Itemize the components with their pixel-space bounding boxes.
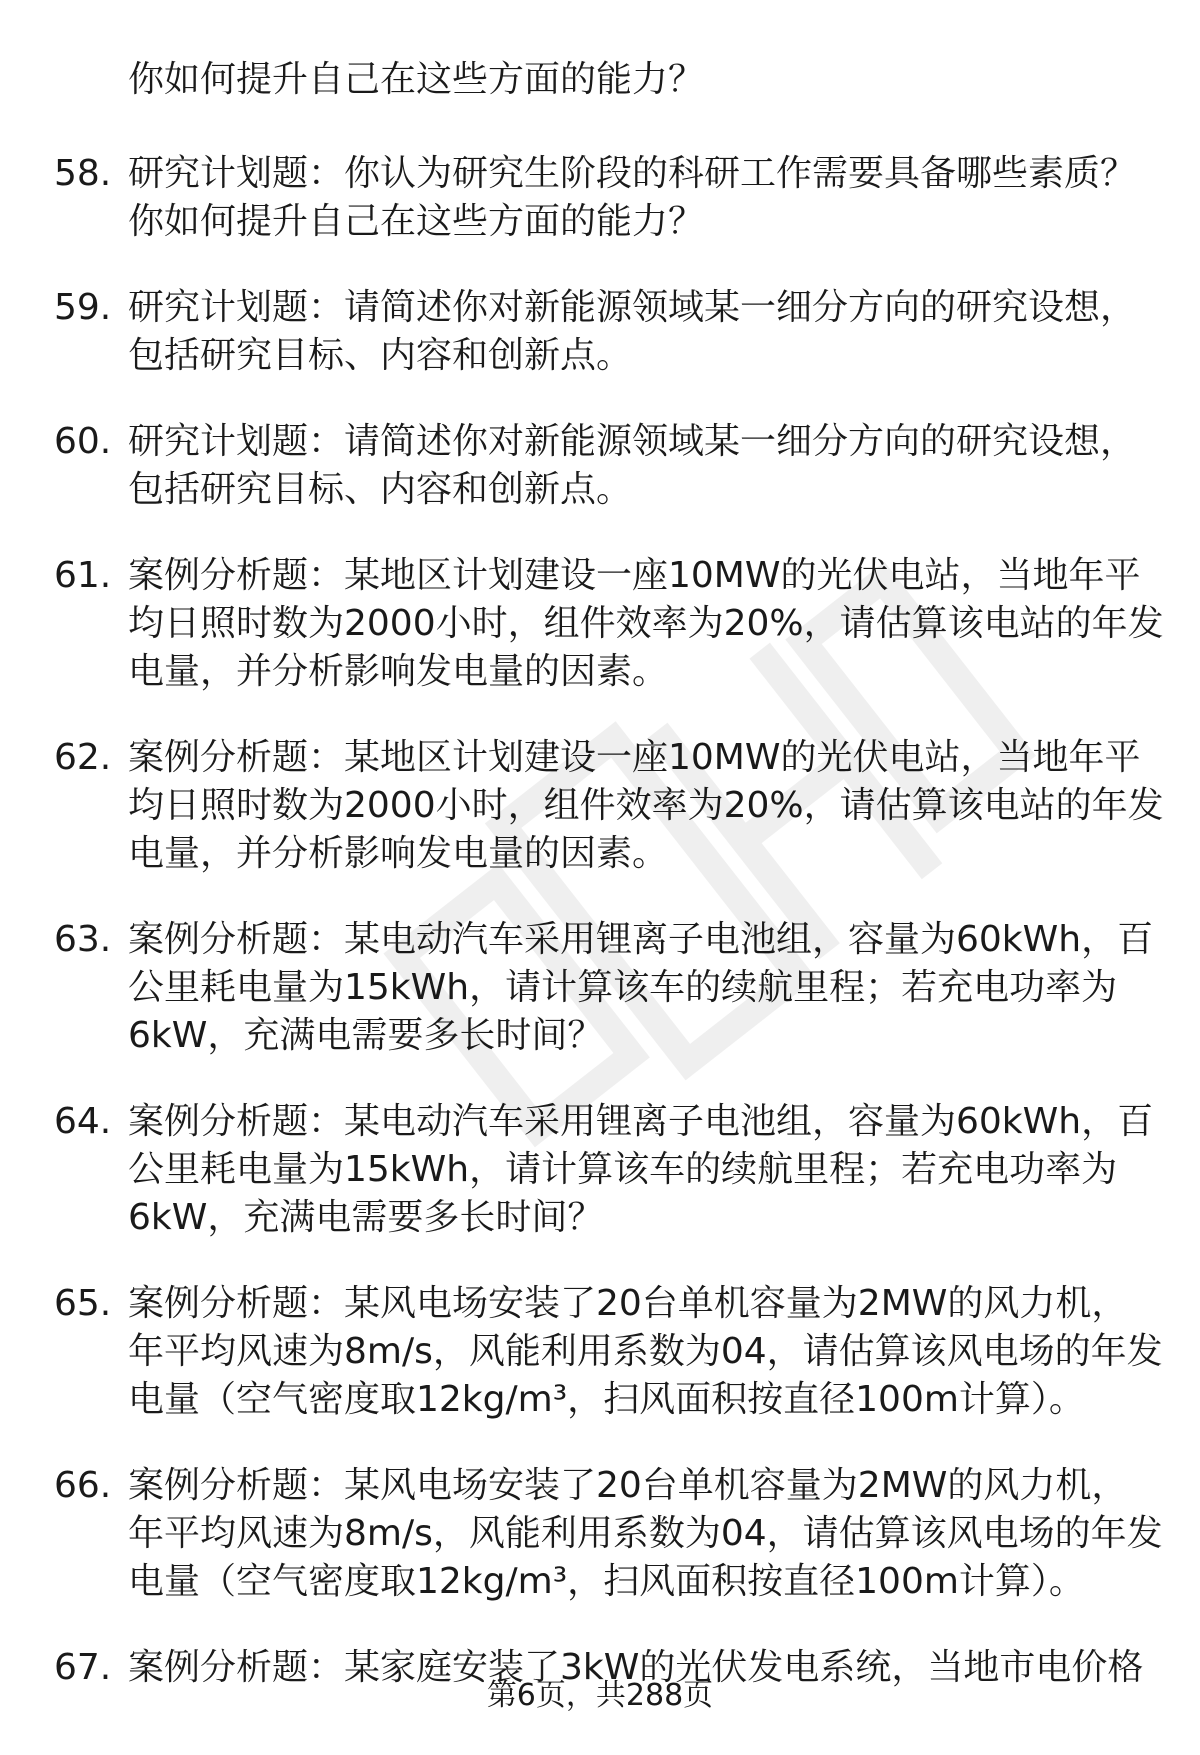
question-text-line: 案例分析题：某电动汽车采用锂离子电池组，容量为60kWh，百: [128, 1101, 1154, 1142]
page-footer: 第6页，共288页: [486, 1678, 714, 1713]
question-text-line: 案例分析题：某家庭安装了3kW的光伏发电系统，当地市电价格: [128, 1647, 1144, 1688]
question-text-line: 研究计划题：你认为研究生阶段的科研工作需要具备哪些素质？: [128, 153, 1137, 194]
question-text-line: 均日照时数为2000小时，组件效率为20%，请估算该电站的年发: [128, 603, 1164, 644]
question-number: 64.: [54, 1101, 112, 1142]
question-text-line: 案例分析题：某地区计划建设一座10MW的光伏电站，当地年平: [128, 737, 1141, 778]
question-text-line: 案例分析题：某风电场安装了20台单机容量为2MW的风力机，: [128, 1283, 1128, 1324]
question-text-line: 电量（空气密度取12kg/m³，扫风面积按直径100m计算）。: [128, 1561, 1085, 1602]
question-item: [0, 552, 1200, 696]
question-text-line: 你如何提升自己在这些方面的能力？: [128, 201, 705, 242]
question-text-line: 研究计划题：请简述你对新能源领域某一细分方向的研究设想，: [128, 421, 1137, 462]
question-text-line: 包括研究目标、内容和创新点。: [128, 469, 633, 510]
question-item: [0, 418, 1200, 514]
question-text-line: 年平均风速为8m/s，风能利用系数为04，请估算该风电场的年发: [128, 1513, 1163, 1554]
question-number: 59.: [54, 287, 112, 328]
question-item: [0, 734, 1200, 878]
question-text-line: 公里耗电量为15kWh，请计算该车的续航里程；若充电功率为: [128, 1149, 1118, 1190]
question-text-line: 电量（空气密度取12kg/m³，扫风面积按直径100m计算）。: [128, 1379, 1085, 1420]
question-text-line: 包括研究目标、内容和创新点。: [128, 335, 633, 376]
question-number: 63.: [54, 919, 112, 960]
question-item: [0, 1280, 1200, 1424]
question-number: 60.: [54, 421, 112, 462]
question-text-line: 年平均风速为8m/s，风能利用系数为04，请估算该风电场的年发: [128, 1331, 1163, 1372]
question-number: 61.: [54, 555, 112, 596]
question-number: 65.: [54, 1283, 112, 1324]
question-text-line: 均日照时数为2000小时，组件效率为20%，请估算该电站的年发: [128, 785, 1164, 826]
continuation-line: 你如何提升自己在这些方面的能力？: [128, 59, 705, 100]
question-item: [0, 1098, 1200, 1242]
question-number: 58.: [54, 153, 112, 194]
question-text-line: 案例分析题：某地区计划建设一座10MW的光伏电站，当地年平: [128, 555, 1141, 596]
question-item: [0, 1462, 1200, 1606]
question-text-line: 公里耗电量为15kWh，请计算该车的续航里程；若充电功率为: [128, 967, 1118, 1008]
question-item: [0, 150, 1200, 246]
question-item: [0, 284, 1200, 380]
question-text-line: 案例分析题：某电动汽车采用锂离子电池组，容量为60kWh，百: [128, 919, 1154, 960]
question-number: 62.: [54, 737, 112, 778]
question-text-line: 电量，并分析影响发电量的因素。: [128, 651, 669, 692]
question-number: 66.: [54, 1465, 112, 1506]
question-text-line: 电量，并分析影响发电量的因素。: [128, 833, 669, 874]
question-text-line: 研究计划题：请简述你对新能源领域某一细分方向的研究设想，: [128, 287, 1137, 328]
question-text-line: 案例分析题：某风电场安装了20台单机容量为2MW的风力机，: [128, 1465, 1128, 1506]
question-text-line: 6kW，充满电需要多长时间？: [128, 1015, 604, 1056]
question-list: [0, 150, 1200, 1730]
question-text-line: 6kW，充满电需要多长时间？: [128, 1197, 604, 1238]
question-item: [0, 916, 1200, 1060]
question-number: 67.: [54, 1647, 112, 1688]
